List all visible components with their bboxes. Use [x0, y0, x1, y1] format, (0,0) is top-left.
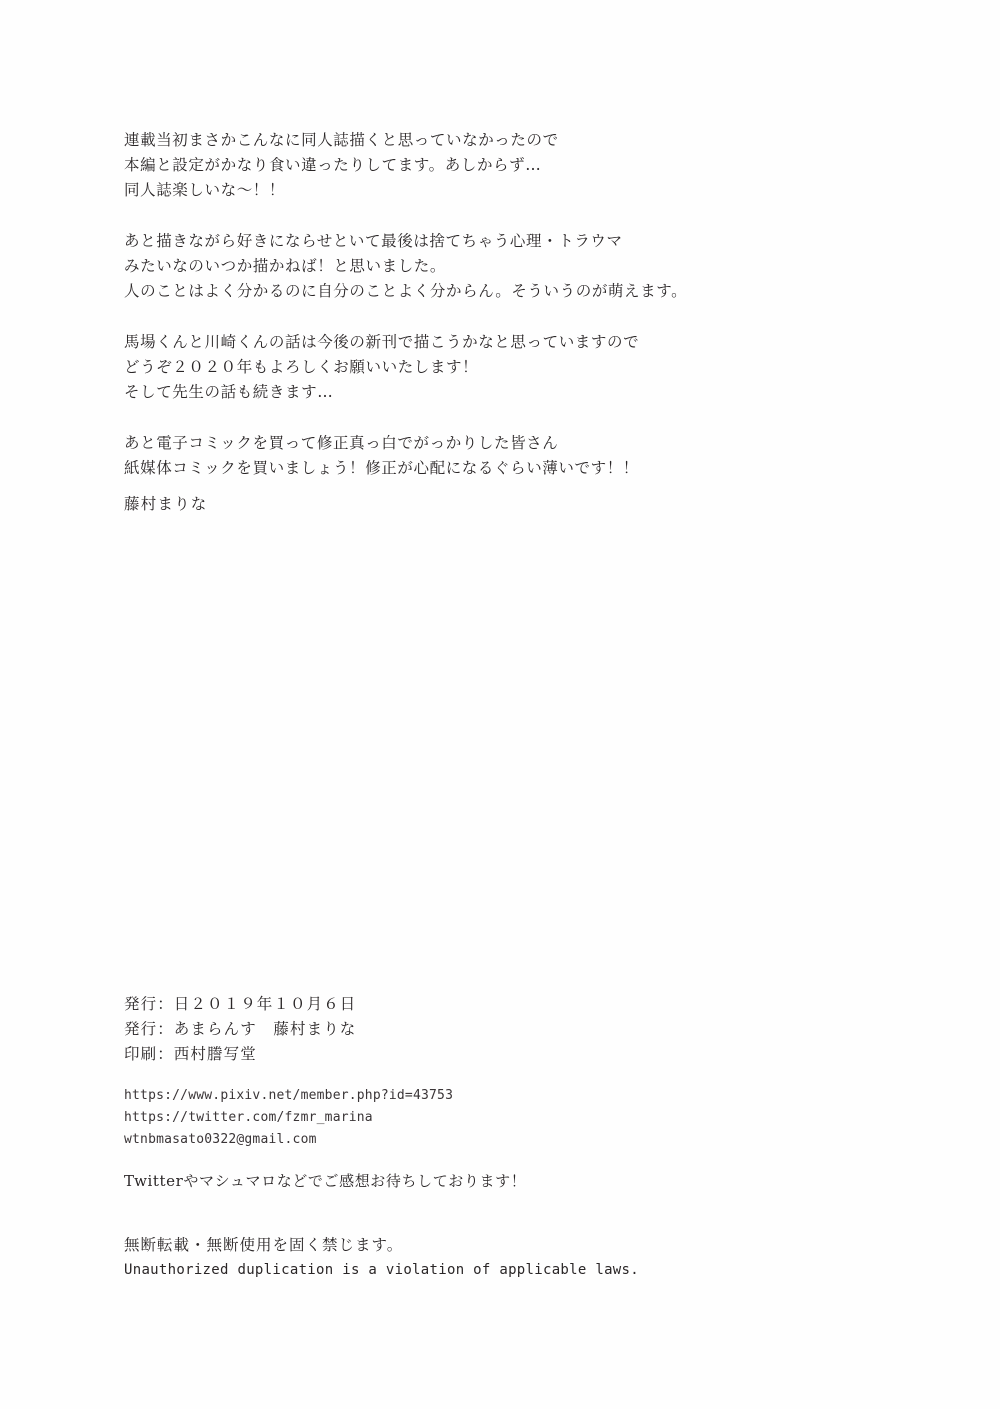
- publication-date: 発行：日２０１９年１０月６日: [124, 995, 357, 1013]
- notice-english: Unauthorized duplication is a violation of applicable laws.: [124, 1262, 639, 1278]
- afterword-paragraph: [124, 229, 864, 304]
- afterword-line: 本編と設定がかなり食い違ったりしてます。あしからず…: [124, 156, 542, 174]
- printer: 印刷：西村謄写堂: [124, 1045, 257, 1063]
- afterword-paragraph: [124, 128, 864, 203]
- afterword-line: そして先生の話も続きます…: [124, 383, 334, 401]
- afterword-line: 同人誌楽しいな〜！！: [124, 181, 286, 199]
- afterword-section: [124, 128, 864, 481]
- publisher: 発行：あまらんす 藤村まりな: [124, 1020, 357, 1038]
- afterword-line: 馬場くんと川崎くんの話は今後の新刊で描こうかなと思っていますので: [124, 333, 640, 351]
- afterword-paragraph: [124, 431, 864, 481]
- afterword-paragraph: [124, 330, 864, 405]
- pixiv-link[interactable]: https://www.pixiv.net/member.php?id=43753: [124, 1088, 454, 1103]
- spacer: [124, 1151, 884, 1169]
- notice-japanese: 無断転載・無断使用を固く禁じます。: [124, 1236, 404, 1254]
- afterword-line: あと電子コミックを買って修正真っ白でがっかりした皆さん: [124, 434, 559, 452]
- colophon-section: [124, 992, 884, 1193]
- twitter-link[interactable]: https://twitter.com/fzmr_marina: [124, 1110, 373, 1125]
- copyright-notice: [124, 1232, 904, 1282]
- afterword-line: あと描きながら好きにならせといて最後は捨てちゃう心理・トラウマ: [124, 232, 623, 250]
- contact-note: Twitterやマシュマロなどでご感想お待ちしております！: [124, 1172, 527, 1190]
- afterword-line: 人のことはよく分かるのに自分のことよく分からん。そういうのが萌えます。: [124, 282, 688, 300]
- afterword-line: みたいなのいつか描かねば！と思いました。: [124, 257, 447, 275]
- author-signature: 藤村まりな: [124, 495, 208, 513]
- spacer: [124, 1067, 884, 1085]
- afterword-line: 連載当初まさかこんなに同人誌描くと思っていなかったので: [124, 131, 559, 149]
- email-address[interactable]: wtnbmasato0322@gmail.com: [124, 1132, 317, 1147]
- afterword-line: どうぞ２０２０年もよろしくお願いいたします！: [124, 358, 479, 376]
- afterword-line: 紙媒体コミックを買いましょう！修正が心配になるぐらい薄いです！！: [124, 459, 639, 477]
